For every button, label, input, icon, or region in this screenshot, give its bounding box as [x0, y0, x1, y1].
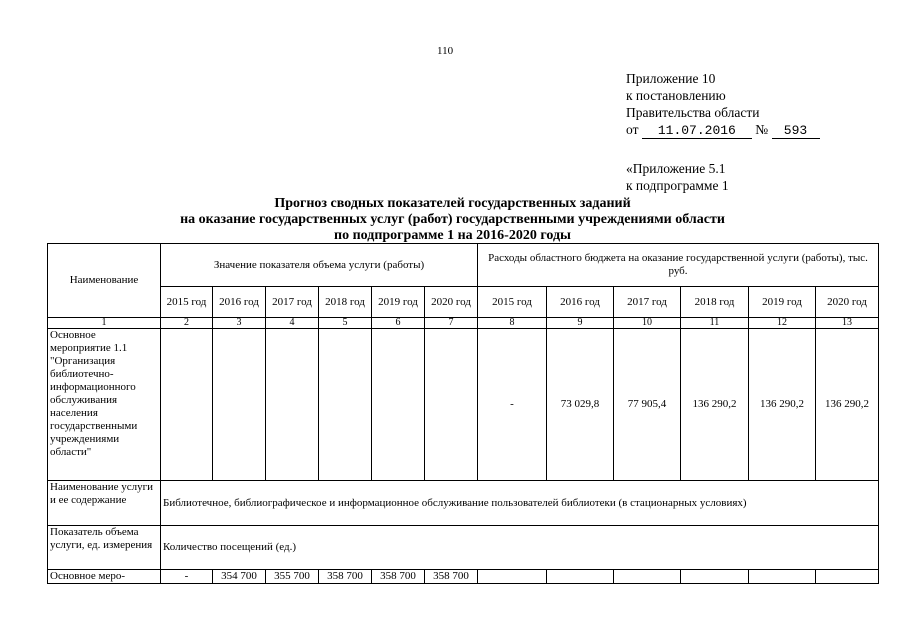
document-title	[0, 196, 905, 244]
expense-cell: 77 905,4	[614, 329, 681, 481]
appendix-line: к постановлению	[626, 88, 726, 103]
expense-cell	[681, 570, 749, 584]
expense-year: 2020 год	[816, 287, 879, 318]
expense-year: 2019 год	[749, 287, 816, 318]
expense-cell	[478, 570, 547, 584]
appendix-line: Правительства области	[626, 105, 760, 120]
appendix2-line: к подпрограмме 1	[626, 178, 729, 193]
volume-year: 2018 год	[319, 287, 372, 318]
number-label: №	[755, 122, 769, 137]
header-row	[48, 244, 879, 287]
page-number: 110	[437, 45, 454, 57]
expense-cell: -	[478, 329, 547, 481]
title-line: Прогноз сводных показателей государственных заданий	[274, 196, 631, 211]
expense-year: 2018 год	[681, 287, 749, 318]
volume-cell: 354 700	[213, 570, 266, 584]
col-number: 6	[372, 318, 425, 329]
expense-cell: 136 290,2	[681, 329, 749, 481]
expense-cell	[614, 570, 681, 584]
appendix-date-line	[626, 121, 820, 139]
volume-cell: 358 700	[372, 570, 425, 584]
volume-cell	[266, 329, 319, 481]
column-numbers-row	[48, 318, 879, 329]
volume-cell	[213, 329, 266, 481]
expense-cell: 73 029,8	[547, 329, 614, 481]
appendix2-line: «Приложение 5.1	[626, 161, 726, 176]
appendix2-block	[626, 160, 729, 194]
header-expenses: Расходы областного бюджета на оказание государственной услуги (работы), тыс. руб.	[478, 244, 879, 287]
volume-cell: 358 700	[425, 570, 478, 584]
title-line: по подпрограмме 1 на 2016-2020 годы	[334, 228, 571, 243]
row-name: Основное мероприятие 1.1 "Организация библиотечно-информационного обслуживания населения государственными учреждениями области"	[48, 329, 161, 481]
table-row	[48, 526, 879, 570]
forecast-table	[47, 243, 879, 584]
col-number: 4	[266, 318, 319, 329]
volume-year: 2019 год	[372, 287, 425, 318]
volume-cell: 355 700	[266, 570, 319, 584]
title-line: на оказание государственных услуг (работ) государственными учреждениями области	[180, 212, 725, 227]
appendix-block	[626, 70, 820, 139]
expense-year: 2015 год	[478, 287, 547, 318]
col-number: 2	[161, 318, 213, 329]
volume-cell	[161, 329, 213, 481]
resolution-number: 593	[772, 124, 820, 139]
table-row	[48, 481, 879, 526]
volume-year: 2016 год	[213, 287, 266, 318]
from-label: от	[626, 122, 639, 137]
col-number: 8	[478, 318, 547, 329]
volume-cell	[372, 329, 425, 481]
header-years-row	[48, 287, 879, 318]
volume-year: 2020 год	[425, 287, 478, 318]
expense-year: 2016 год	[547, 287, 614, 318]
volume-cell	[319, 329, 372, 481]
expense-cell	[547, 570, 614, 584]
service-content: Библиотечное, библиографическое и информационное обслуживание пользователей библиотеки (в стационарных условиях)	[161, 481, 879, 526]
volume-year: 2017 год	[266, 287, 319, 318]
col-number: 3	[213, 318, 266, 329]
col-number: 9	[547, 318, 614, 329]
col-number: 7	[425, 318, 478, 329]
header-volume: Значение показателя объема услуги (работы)	[161, 244, 478, 287]
volume-cell: -	[161, 570, 213, 584]
table-row	[48, 570, 879, 584]
volume-year: 2015 год	[161, 287, 213, 318]
resolution-date: 11.07.2016	[642, 124, 752, 139]
col-number: 13	[816, 318, 879, 329]
table-row	[48, 329, 879, 481]
expense-cell: 136 290,2	[749, 329, 816, 481]
row-name: Основное меро-	[48, 570, 161, 584]
expense-cell	[816, 570, 879, 584]
volume-cell: 358 700	[319, 570, 372, 584]
volume-cell	[425, 329, 478, 481]
expense-cell: 136 290,2	[816, 329, 879, 481]
col-number: 1	[48, 318, 161, 329]
expense-cell	[749, 570, 816, 584]
row-name: Наименование услуги и ее содержание	[48, 481, 161, 526]
col-number: 12	[749, 318, 816, 329]
appendix-line: Приложение 10	[626, 71, 716, 86]
expense-year: 2017 год	[614, 287, 681, 318]
col-number: 10	[614, 318, 681, 329]
header-name: Наименование	[48, 244, 161, 318]
volume-indicator: Количество посещений (ед.)	[161, 526, 879, 570]
col-number: 5	[319, 318, 372, 329]
col-number: 11	[681, 318, 749, 329]
row-name: Показатель объема услуги, ед. измерения	[48, 526, 161, 570]
